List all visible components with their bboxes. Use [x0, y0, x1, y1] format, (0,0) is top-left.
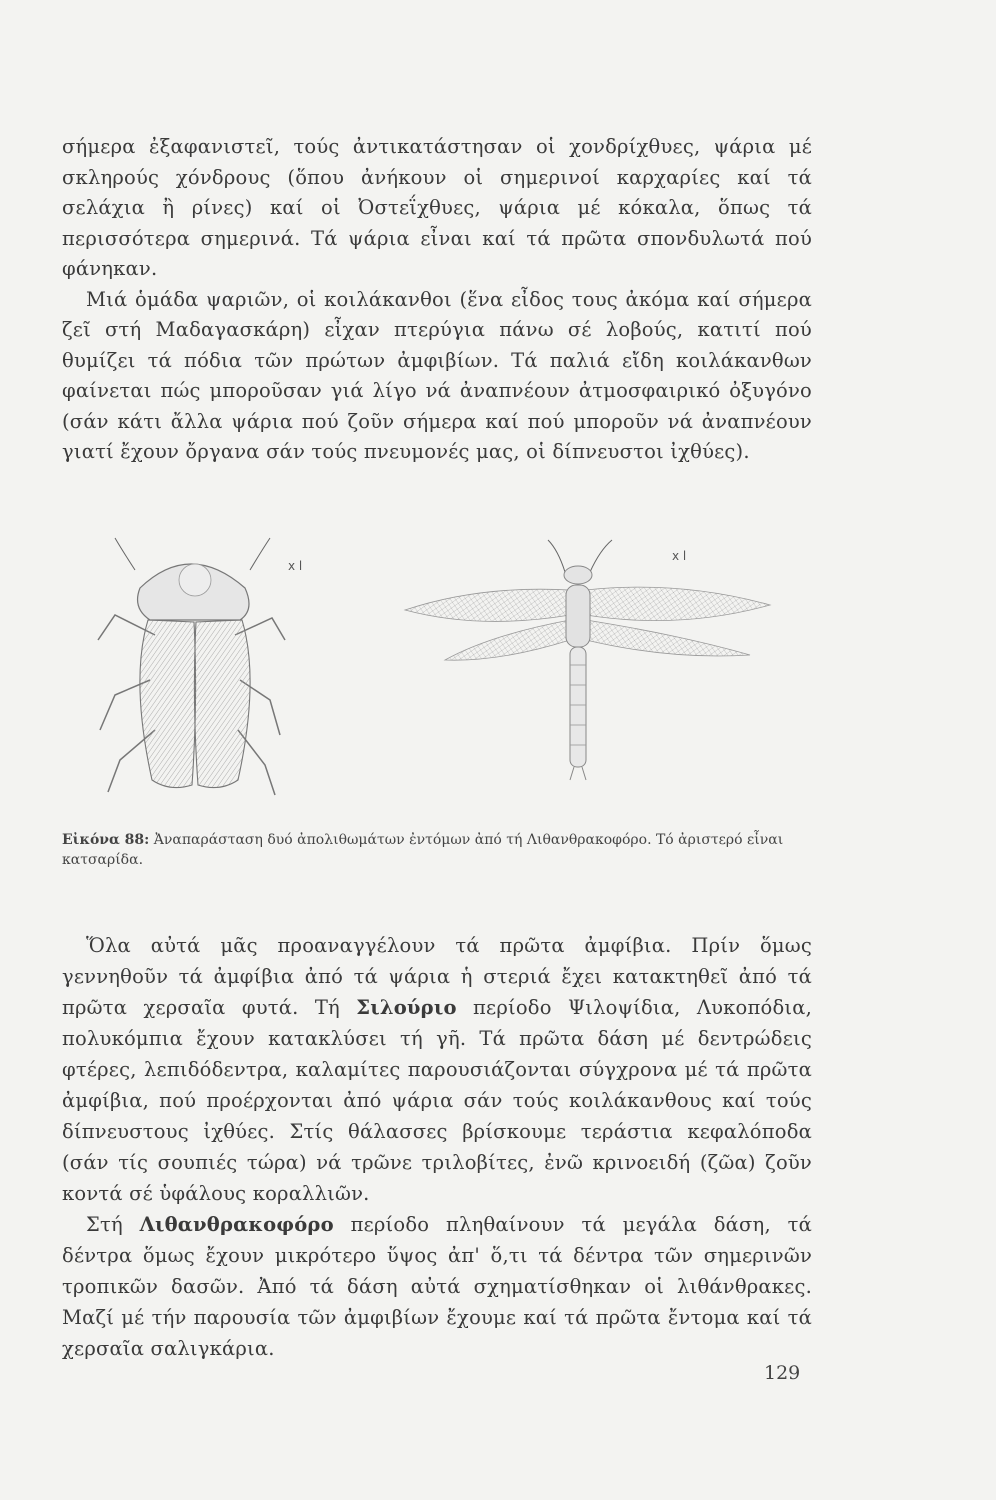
- paragraph-3-rest: περίοδο Ψιλοψίδια, Λυκοπόδια, πολυκόμπια ἔχουν κατακλύσει τή γῆ. Τά πρῶτα δάση μέ δεντρώδεις φτέρες, λεπιδόδεντρα, καλαμίτες παρουσιάζονται σύγχρονα μέ τά πρῶτα ἀμφίβια, πού προέρχονται ἀπό ψάρια σάν τούς κοιλάκανθους καί τούς δίπνευστους ἰχθύες. Στίς θάλασσες βρίσκουμε τεράστια κεφαλόποδα (σάν τίς σουπιές τώρα) νά τρῶνε τριλοβίτες, ἐνῶ κρινοειδή (ζῶα) ζοῦν κοντά σέ ὑφάλους κοραλλιῶν.: [62, 996, 812, 1205]
- fossil-insects-illustration: [60, 530, 820, 830]
- term-silurian: Σιλούριο: [356, 996, 457, 1019]
- term-carboniferous: Λιθανθρακοφόρο: [139, 1213, 334, 1236]
- top-text-block: [62, 132, 812, 468]
- paragraph-2: Μιά ὁμάδα ψαριῶν, οἱ κοιλάκανθοι (ἕνα εἶδος τους ἀκόμα καί σήμερα ζεῖ στή Μαδαγασκάρη) εἶχαν πτερύγια πάνω σέ λοβούς, κατιτί πού θυμίζει τά πόδια τῶν πρώτων ἀμφιβίων. Τά παλιά εἴδη κοιλάκανθων φαίνεται πώς μποροῦσαν γιά λίγο νά ἀναπνέουν ἀτμοσφαιρικό ὀξυγόνο (σάν κάτι ἄλλα ψάρια πού ζοῦν σήμερα καί πού μποροῦν νά ἀναπνέουν γιατί ἔχουν ὄργανα σάν τούς πνευμονές μας, οἱ δίπνευστοι ἰχθύες).: [62, 287, 812, 463]
- scale-label-right: x l: [672, 549, 687, 563]
- dragonfly-drawing: [405, 540, 770, 780]
- scale-label-left: x l: [288, 559, 303, 573]
- caption-label: Εἰκόνα 88:: [62, 832, 150, 848]
- paragraph-3-start: Ὅλα αὐτά μᾶς προαναγγέλουν τά πρῶτα ἀμφίβια. Πρίν ὅμως γεννηθοῦν τά ἀμφίβια ἀπό τά ψάρια ἡ στεριά ἔχει κατακτηθεῖ ἀπό τά πρῶτα χερσαῖα φυτά. Τή: [62, 934, 812, 1019]
- figure-88: [60, 530, 820, 830]
- paragraph-1: σήμερα ἐξαφανιστεῖ, τούς ἀντικατάστησαν οἱ χονδρίχθυες, ψάρια μέ σκληρούς χόνδρους (ὅπου ἀνήκουν οἱ σημερινοί καρχαρίες καί τά σελάχια ἢ ρίνες) καί οἱ Ὀστεΐχθυες, ψάρια μέ κόκαλα, ὅπως τά περισσότερα σημερινά. Τά ψάρια εἶναι καί τά πρῶτα σπονδυλωτά πού φάνηκαν.: [62, 135, 812, 280]
- paragraph-4-rest: περίοδο πληθαίνουν τά μεγάλα δάση, τά δέντρα ὅμως ἔχουν μικρότερο ὕψος ἀπ' ὅ,τι τά δέντρα τῶν σημερινῶν τροπικῶν δασῶν. Ἀπό τά δάση αὐτά σχηματίσθηκαν οἱ λιθάνθρακες. Μαζί μέ τήν παρουσία τῶν ἀμφιβίων ἔχουμε καί τά πρῶτα ἔντομα καί τά χερσαῖα σαλιγκάρια.: [62, 1213, 812, 1360]
- cockroach-drawing: [98, 538, 285, 795]
- bottom-text-block: [62, 930, 812, 1364]
- figure-caption: [62, 830, 812, 870]
- caption-text: Ἀναπαράσταση δυό ἀπολιθωμάτων ἐντόμων ἀπό τή Λιθανθρακοφόρο. Τό ἀριστερό εἶναι κατσαρίδα.: [62, 832, 784, 868]
- page-number: 129: [764, 1362, 801, 1384]
- paragraph-4-start: Στή: [86, 1213, 140, 1236]
- paragraph-4: [62, 1209, 812, 1364]
- paragraph-3: [62, 930, 812, 1209]
